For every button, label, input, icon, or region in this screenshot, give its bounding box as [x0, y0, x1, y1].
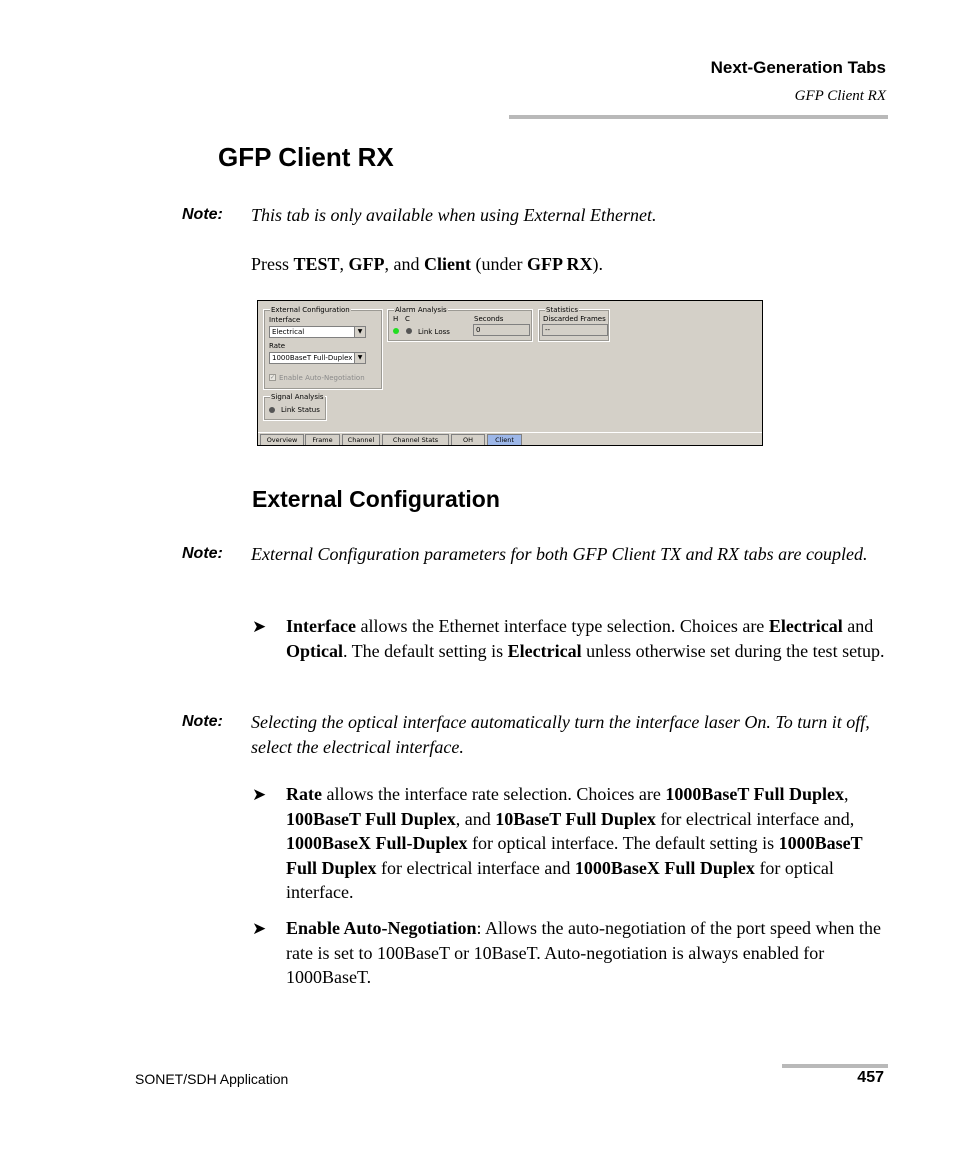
tab-channel[interactable]: Channel	[342, 434, 380, 445]
interface-select[interactable]: Electrical ▼	[269, 326, 366, 338]
current-led-icon	[406, 328, 412, 334]
seconds-value: 0	[473, 324, 530, 336]
note-label: Note:	[182, 206, 223, 223]
running-header-title: Next-Generation Tabs	[710, 58, 886, 77]
history-column-label: H	[393, 315, 399, 323]
tab-frame[interactable]: Frame	[305, 434, 340, 445]
note-text: External Configuration parameters for both GFP Client TX and RX tabs are coupled.	[251, 544, 868, 564]
group-legend: External Configuration	[271, 306, 350, 314]
alarm-analysis-group	[387, 306, 533, 342]
chevron-down-icon: ▼	[354, 327, 365, 337]
current-column-label: C	[405, 315, 410, 323]
bullet-rate: Rate allows the interface rate selection. Choices are 1000BaseT Full Duplex, 100BaseT Full Duplex, and 10BaseT Full Duplex for electrical interface and, 1000BaseX Full-Duplex for optical interface. The default setting is 1000BaseT Full Duplex for electrical interface and 1000BaseX Full Duplex for optical interface.	[286, 784, 863, 902]
auto-negotiation-checkbox[interactable]: ✓	[270, 374, 276, 381]
group-legend: Statistics	[546, 306, 578, 314]
group-legend: Alarm Analysis	[395, 306, 447, 314]
bullet-interface: Interface allows the Ethernet interface type selection. Choices are Electrical and Optical. The default setting is Electrical unless otherwise set during the test setup.	[286, 616, 885, 661]
interface-label: Interface	[269, 316, 301, 324]
tab-overview[interactable]: Overview	[260, 434, 304, 445]
bullet-arrow-icon: ➤	[252, 919, 267, 938]
footer-rule	[782, 1064, 888, 1068]
bullet-arrow-icon: ➤	[252, 617, 267, 636]
running-header-subtitle: GFP Client RX	[794, 88, 886, 104]
link-status-led-icon	[269, 407, 275, 413]
signal-analysis-group	[263, 393, 327, 421]
note-text: This tab is only available when using External Ethernet.	[251, 205, 657, 225]
page-title: GFP Client RX	[218, 142, 394, 172]
auto-negotiation-label: Enable Auto-Negotiation	[279, 374, 365, 382]
rate-label: Rate	[269, 342, 286, 350]
section-title: External Configuration	[252, 486, 500, 512]
history-led-icon	[393, 328, 399, 334]
chevron-down-icon: ▼	[354, 353, 365, 363]
group-legend: Signal Analysis	[271, 393, 324, 401]
gfp-client-rx-screenshot	[257, 300, 763, 446]
press-instruction: Press TEST, GFP, and Client (under GFP RX).	[251, 254, 604, 274]
page-number: 457	[857, 1069, 884, 1086]
external-configuration-group	[263, 306, 383, 390]
link-status-label: Link Status	[281, 406, 320, 414]
discarded-frames-value: --	[542, 324, 608, 336]
header-rule	[509, 115, 888, 119]
bullet-auto-negotiation: Enable Auto-Negotiation: Allows the auto-negotiation of the port speed when the rate is set to 100BaseT or 10BaseT. Auto-negotiation is always enabled for 1000BaseT.	[286, 918, 881, 987]
tab-oh[interactable]: OH	[451, 434, 485, 445]
rate-select[interactable]: 1000BaseT Full-Duplex ▼	[269, 352, 366, 364]
tab-bar	[258, 432, 762, 445]
tab-channel-stats[interactable]: Channel Stats	[382, 434, 449, 445]
bullet-arrow-icon: ➤	[252, 785, 267, 804]
tab-client[interactable]: Client	[487, 434, 522, 445]
statistics-group	[538, 306, 610, 342]
link-loss-label: Link Loss	[418, 328, 450, 336]
discarded-frames-label: Discarded Frames	[543, 315, 606, 323]
seconds-label: Seconds	[474, 315, 504, 323]
note-label: Note:	[182, 545, 223, 562]
note-text: Selecting the optical interface automatically turn the interface laser On. To turn it off, select the electrical interface.	[251, 712, 870, 757]
footer-title: SONET/SDH Application	[135, 1071, 289, 1087]
note-label: Note:	[182, 713, 223, 730]
